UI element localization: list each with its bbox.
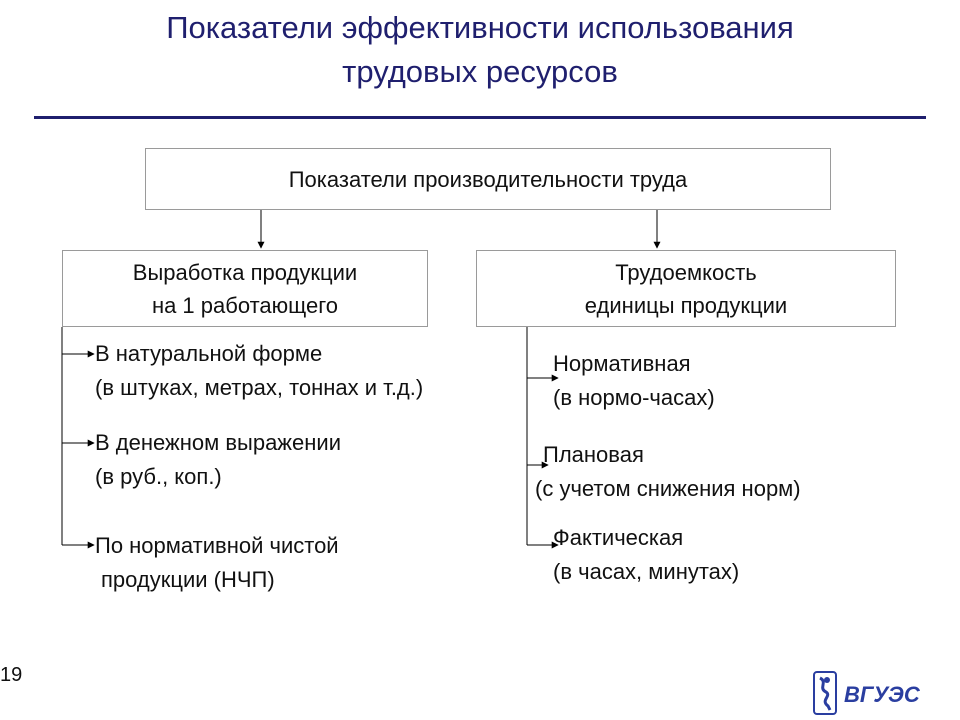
left-item-2-line-1: В денежном выражении <box>95 430 341 455</box>
left-item-1-line-2: (в штуках, метрах, тоннах и т.д.) <box>95 375 424 400</box>
right-box <box>476 250 896 327</box>
right-box-line-1: Трудоемкость <box>615 259 757 285</box>
right-item-1 <box>553 347 715 415</box>
root-box-label: Показатели производительности труда <box>288 166 688 192</box>
right-item-3-line-2: (в часах, минутах) <box>553 559 740 584</box>
left-item-3-line-1: По нормативной чистой <box>95 533 339 558</box>
right-item-2-line-1: Плановая <box>543 442 644 467</box>
right-item-1-line-1: Нормативная <box>553 351 691 376</box>
right-item-3-line-1: Фактическая <box>553 525 684 550</box>
root-box <box>145 148 831 210</box>
right-box-line-2: единицы продукции <box>584 292 788 318</box>
right-item-2-line-2: (с учетом снижения норм) <box>535 476 801 501</box>
logo-text: ВГУЭС <box>844 682 920 707</box>
left-item-1 <box>95 337 423 405</box>
left-box-line-2: на 1 работающего <box>151 292 339 318</box>
right-item-2 <box>535 438 801 506</box>
left-item-2 <box>95 426 341 494</box>
left-item-3 <box>95 529 339 597</box>
title-line-2: трудовых ресурсов <box>342 54 618 89</box>
left-item-1-line-1: В натуральной форме <box>95 341 323 366</box>
left-box-line-1: Выработка продукции <box>132 259 358 285</box>
left-box <box>62 250 428 327</box>
page-number: 19 <box>0 664 23 686</box>
logo-emblem-icon <box>814 672 836 714</box>
university-logo <box>812 668 928 718</box>
right-item-3 <box>553 521 739 589</box>
left-item-3-line-2: продукции (НЧП) <box>101 567 275 592</box>
right-item-1-line-2: (в нормо-часах) <box>553 385 715 410</box>
left-item-2-line-2: (в руб., коп.) <box>95 464 222 489</box>
title-line-1: Показатели эффективности использования <box>166 10 794 45</box>
